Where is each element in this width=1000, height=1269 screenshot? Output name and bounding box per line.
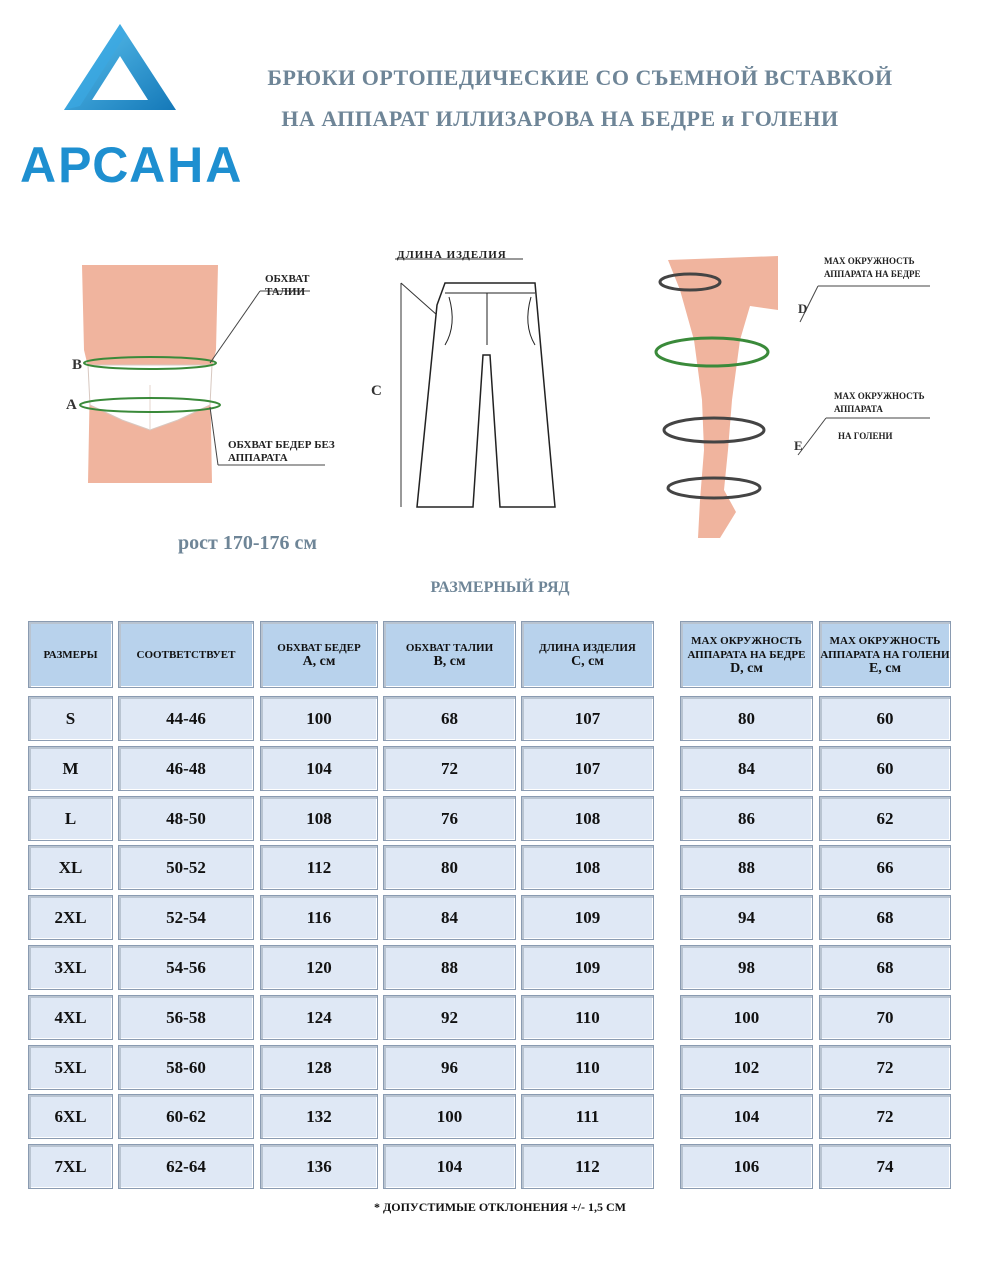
table-cell-length-c: 108 — [521, 796, 654, 841]
header-corresponds — [118, 621, 254, 688]
letter-a: A — [66, 397, 77, 413]
trousers-illustration — [365, 245, 565, 515]
table-cell-length-c: 110 — [521, 1045, 654, 1090]
table-cell-thigh-d: 98 — [680, 945, 813, 990]
header-unit: D, см — [730, 660, 763, 676]
height-note: рост 170-176 см — [178, 532, 317, 554]
header-shin-e — [819, 621, 951, 688]
table-cell-sizes: S — [28, 696, 113, 741]
table-cell-sizes: 2XL — [28, 895, 113, 940]
table-cell-corresponds: 46-48 — [118, 746, 254, 791]
table-cell-thigh-d: 104 — [680, 1094, 813, 1139]
table-cell-length-c: 111 — [521, 1094, 654, 1139]
table-cell-length-c: 108 — [521, 845, 654, 890]
table-cell-shin-e: 72 — [819, 1094, 951, 1139]
table-cell-thigh-d: 88 — [680, 845, 813, 890]
torso-figure — [60, 255, 350, 485]
header-sizes — [28, 621, 113, 688]
table-cell-shin-e: 70 — [819, 995, 951, 1040]
letter-b: B — [72, 357, 83, 373]
table-cell-shin-e: 60 — [819, 696, 951, 741]
table-cell-sizes: 3XL — [28, 945, 113, 990]
table-cell-thigh-d: 100 — [680, 995, 813, 1040]
brand-logo — [20, 22, 244, 193]
table-cell-thigh-d: 80 — [680, 696, 813, 741]
table-cell-corresponds: 52-54 — [118, 895, 254, 940]
table-cell-sizes: XL — [28, 845, 113, 890]
table-cell-thigh-d: 106 — [680, 1144, 813, 1189]
table-cell-length-c: 112 — [521, 1144, 654, 1189]
table-cell-corresponds: 60-62 — [118, 1094, 254, 1139]
table-cell-hips-a: 136 — [260, 1144, 378, 1189]
header-label: MAX ОКРУЖНОСТЬ АППАРАТА НА ГОЛЕНИ — [820, 634, 950, 661]
table-cell-hips-a: 120 — [260, 945, 378, 990]
table-cell-waist-b: 68 — [383, 696, 516, 741]
size-chart-title: РАЗМЕРНЫЙ РЯД — [430, 579, 570, 596]
letter-e: E — [794, 438, 803, 453]
table-cell-sizes: M — [28, 746, 113, 791]
table-cell-hips-a: 108 — [260, 796, 378, 841]
table-cell-length-c: 109 — [521, 895, 654, 940]
table-cell-sizes: L — [28, 796, 113, 841]
letter-d: D — [798, 301, 808, 316]
table-cell-sizes: 6XL — [28, 1094, 113, 1139]
table-cell-corresponds: 44-46 — [118, 696, 254, 741]
table-cell-waist-b: 72 — [383, 746, 516, 791]
table-cell-waist-b: 100 — [383, 1094, 516, 1139]
letter-c: C — [371, 383, 382, 399]
table-cell-corresponds: 48-50 — [118, 796, 254, 841]
table-cell-thigh-d: 84 — [680, 746, 813, 791]
brand-name: АРСАНА — [20, 137, 244, 193]
table-cell-shin-e: 68 — [819, 895, 951, 940]
table-cell-length-c: 110 — [521, 995, 654, 1040]
page-title-line1: БРЮКИ ОРТОПЕДИЧЕСКИЕ СО СЪЕМНОЙ ВСТАВКОЙ — [267, 65, 893, 90]
header-label: ОБХВАТ ТАЛИИ — [405, 641, 494, 654]
trousers-figure — [365, 245, 565, 515]
header-unit: E, см — [868, 660, 902, 676]
table-cell-hips-a: 100 — [260, 696, 378, 741]
hips-label: ОБХВАТ БЕДЕР БЕЗ АППАРАТА — [228, 439, 335, 464]
table-cell-sizes: 7XL — [28, 1144, 113, 1189]
header-thigh-d — [680, 621, 813, 688]
table-cell-hips-a: 132 — [260, 1094, 378, 1139]
length-label: ДЛИНА ИЗДЕЛИЯ — [397, 249, 507, 261]
table-cell-thigh-d: 86 — [680, 796, 813, 841]
table-cell-length-c: 107 — [521, 696, 654, 741]
table-cell-waist-b: 104 — [383, 1144, 516, 1189]
table-cell-hips-a: 104 — [260, 746, 378, 791]
table-cell-length-c: 107 — [521, 746, 654, 791]
table-cell-hips-a: 124 — [260, 995, 378, 1040]
shin-apparatus-label-2: НА ГОЛЕНИ — [838, 431, 893, 441]
table-cell-corresponds: 56-58 — [118, 995, 254, 1040]
header-label: MAX ОКРУЖНОСТЬ АППАРАТА НА БЕДРЕ — [687, 634, 806, 661]
header-waist-b — [383, 621, 516, 688]
table-cell-shin-e: 74 — [819, 1144, 951, 1189]
table-cell-hips-a: 112 — [260, 845, 378, 890]
table-cell-length-c: 109 — [521, 945, 654, 990]
header-length-c — [521, 621, 654, 688]
header-unit: А, см — [302, 653, 336, 669]
header-label: СООТВЕТСТВУЕТ — [136, 648, 236, 661]
triangle-logo-icon — [62, 22, 178, 114]
table-cell-corresponds: 50-52 — [118, 845, 254, 890]
table-cell-waist-b: 84 — [383, 895, 516, 940]
table-cell-sizes: 4XL — [28, 995, 113, 1040]
table-cell-waist-b: 80 — [383, 845, 516, 890]
table-cell-shin-e: 66 — [819, 845, 951, 890]
tolerance-footnote: * ДОПУСТИМЫЕ ОТКЛОНЕНИЯ +/- 1,5 СМ — [374, 1200, 626, 1214]
shin-apparatus-label-1: MAX ОКРУЖНОСТЬ АППАРАТА — [834, 391, 925, 414]
table-cell-shin-e: 60 — [819, 746, 951, 791]
leg-figure — [650, 250, 950, 545]
table-cell-thigh-d: 94 — [680, 895, 813, 940]
table-cell-shin-e: 62 — [819, 796, 951, 841]
table-cell-waist-b: 76 — [383, 796, 516, 841]
header-hips-a — [260, 621, 378, 688]
thigh-apparatus-label: MAX ОКРУЖНОСТЬ АППАРАТА НА БЕДРЕ — [824, 256, 921, 279]
table-cell-thigh-d: 102 — [680, 1045, 813, 1090]
table-cell-hips-a: 116 — [260, 895, 378, 940]
table-cell-waist-b: 92 — [383, 995, 516, 1040]
table-cell-waist-b: 88 — [383, 945, 516, 990]
header-label: ДЛИНА ИЗДЕЛИЯ — [539, 641, 636, 654]
page-title-line2: НА АППАРАТ ИЛЛИЗАРОВА НА БЕДРЕ и ГОЛЕНИ — [281, 106, 839, 131]
header-unit: B, см — [433, 653, 466, 669]
table-cell-waist-b: 96 — [383, 1045, 516, 1090]
table-cell-shin-e: 72 — [819, 1045, 951, 1090]
header-label: ОБХВАТ БЕДЕР — [277, 641, 361, 654]
header-unit: С, см — [571, 653, 604, 669]
table-cell-shin-e: 68 — [819, 945, 951, 990]
table-cell-hips-a: 128 — [260, 1045, 378, 1090]
header-label: РАЗМЕРЫ — [43, 648, 98, 661]
table-cell-corresponds: 58-60 — [118, 1045, 254, 1090]
table-cell-corresponds: 62-64 — [118, 1144, 254, 1189]
table-cell-corresponds: 54-56 — [118, 945, 254, 990]
table-cell-sizes: 5XL — [28, 1045, 113, 1090]
waist-label: ОБХВАТ ТАЛИИ — [265, 273, 310, 298]
